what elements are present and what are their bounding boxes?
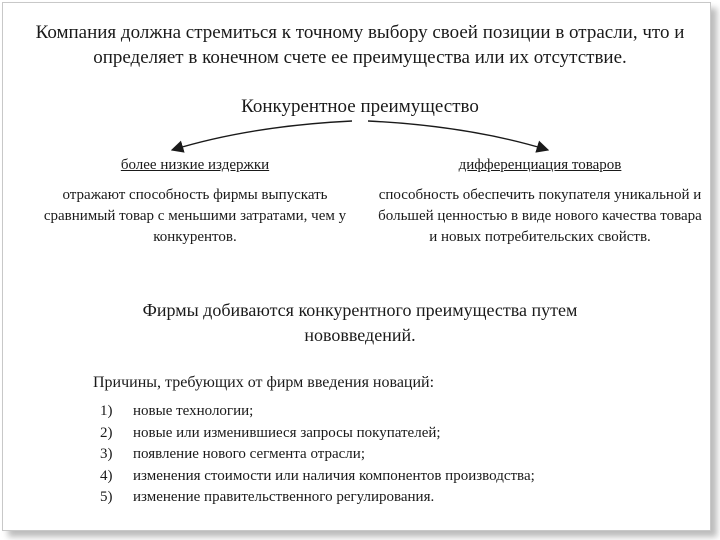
list-item-text: изменение правительственного регулирования. (133, 489, 435, 505)
left-arrow (172, 121, 352, 150)
branch-label-low-costs: более низкие издержки (120, 157, 270, 173)
intro-text: Компания должна стремиться к точному выбору своей позиции в отрасли, что и определяет в конечном счете ее преимущества или их отсутствие. (35, 22, 685, 68)
reasons-title: Причины, требующих от фирм введения новаций: (93, 374, 435, 391)
list-item (100, 466, 700, 488)
list-item-text: появление нового сегмента отрасли; (133, 446, 365, 462)
list-item-number: 4) (100, 467, 113, 484)
list-item-number: 1) (100, 403, 113, 419)
list-item-number: 3) (100, 446, 113, 462)
list-item (100, 487, 700, 509)
list-item (100, 423, 700, 445)
branch-desc-differentiation: способность обеспечить покупателя уникальной и большей ценностью в виде нового качества товара и новых потребительских свойств. (378, 187, 702, 245)
list-item-number: 5) (100, 489, 113, 505)
list-item (100, 401, 700, 423)
list-item-text: новые технологии; (133, 403, 254, 419)
list-item-number: 2) (100, 424, 113, 441)
list-item-text: изменения стоимости или наличия компонентов производства; (133, 467, 535, 484)
conclusion-text: Фирмы добиваются конкурентного преимущества путем нововведений. (142, 300, 578, 345)
list-item-text: новые или изменившиеся запросы покупателей; (133, 424, 441, 441)
branch-desc-low-costs: отражают способность фирмы выпускать сравнимый товар с меньшими затратами, чем у конкурентов. (43, 187, 347, 245)
branch-label-differentiation: дифференциация товаров (458, 157, 622, 173)
reasons-list (100, 401, 700, 509)
right-arrow (368, 121, 548, 150)
heading-competitive-advantage: Конкурентное преимущество (241, 96, 479, 117)
list-item (100, 444, 700, 466)
